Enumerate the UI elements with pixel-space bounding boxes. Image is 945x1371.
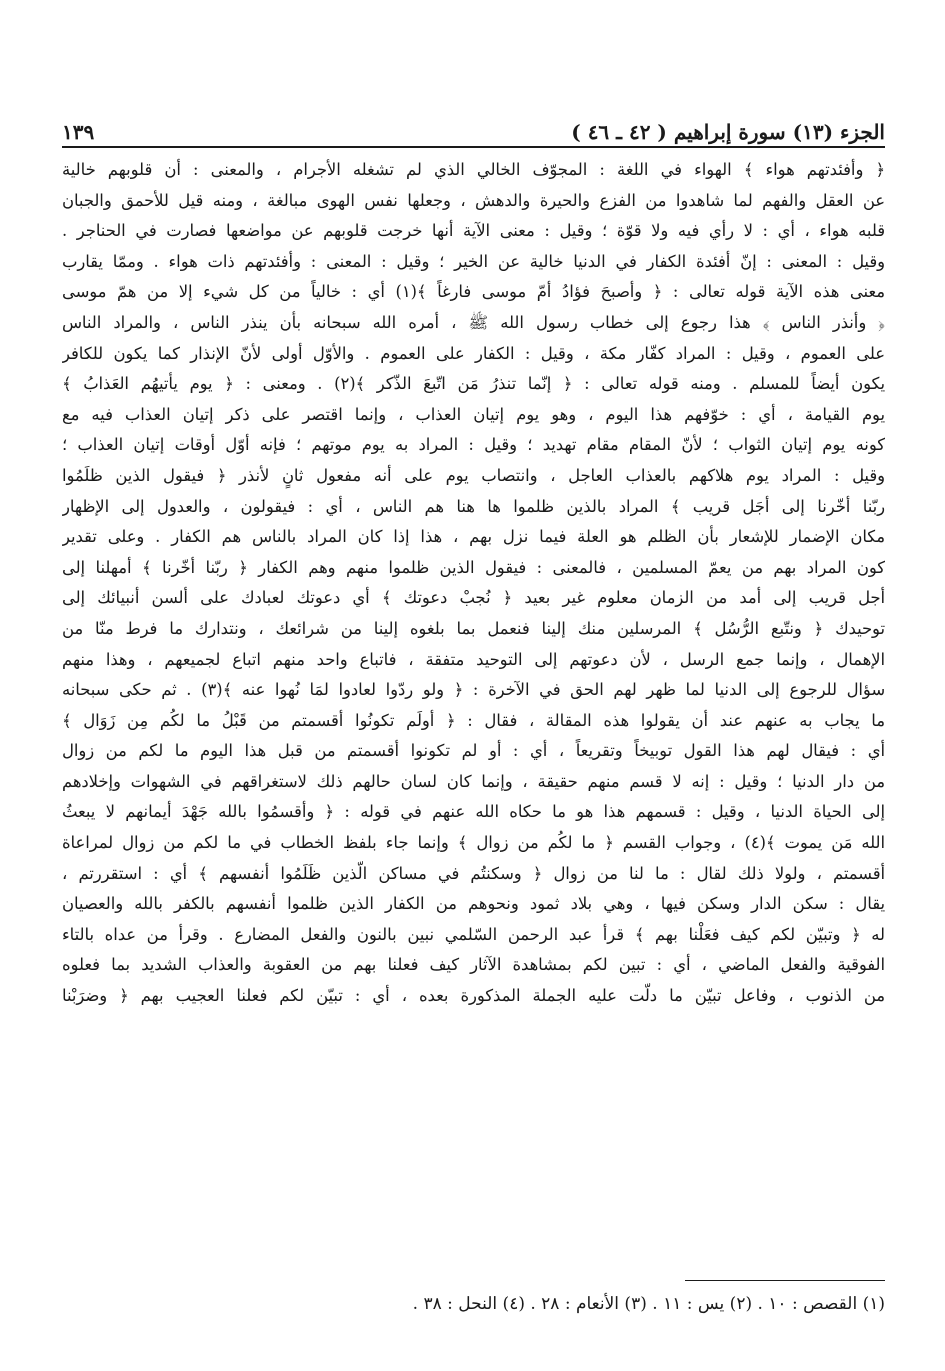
body-line: معنى هذه الآية قوله تعالى : ﴿ وأصبحَ فؤادُ أمّ موسى فارغاً ﴾(١) أي : خالياً من كل شيء إلا من همّ موسى <box>62 282 885 302</box>
body-line: من دار الدنيا ؛ وقيل : إنه لا قسم منهم حقيقة ، وإنما كان لسان حالهم ذلك لاستغراقهم في الشهوات وإخلادهم <box>62 771 885 791</box>
body-line: مكان الإضمار للإشعار بأن الظلم هو العلة فيما نزل بهم ، هذا إذا كان المراد بالناس هم الكفار . وعلى تقدير <box>62 527 885 547</box>
body-line: الله مَن يموت ﴾(٤) ، وجواب القسم ﴿ ما لكُم من زوال ﴾ وإنما جاء بلفظ الخطاب في ما لكم من زوال لمراعاة <box>62 833 885 853</box>
body-line: يقال : سكن الدار وسكن فيها ، وهي بلاد ثمود ونحوهم من الكفار الذين ظلموا أنفسهم بالكفر بالله والعصيان <box>62 894 885 914</box>
body-line: كونه يوم إتيان الثواب ؛ لأنّ المقام مقام تهديد ؛ وقيل : المراد به يوم موتهم ؛ فإنه أوّل أوقات إتيان العذاب ؛ <box>62 435 885 455</box>
body-line: أجل قريب إلى أمد من الزمان معلوم غير بعيد ﴿ نُجبْ دعوتك ﴾ أي دعوتك لعبادك على ألسن أنبيائك إلى <box>62 588 885 608</box>
body-line: توحيدك ﴿ ونتّبع الرُّسُل ﴾ المرسلين منك إلينا فنعمل بما بلغوه إلينا من شرائعك ، ونتدارك ما فرط منّا من <box>62 618 885 638</box>
body-line: الإهمال ، وإنما جمع الرسل ، لأن دعوتهم إلى التوحيد متفقة ، فاتباع واحد منهم اتباع لجميعهم ، وهذا منهم <box>62 649 885 669</box>
body-line: له ﴿ وتبيّن لكم كيف فعَلْنا بهم ﴾ قرأ عبد الرحمن السّلمي نبين بالنون والفعل المضارع . وقرأ من عداه بالتاء <box>62 924 885 944</box>
body-line: ما يجاب به عنهم عند أن يقولوا هذه المقالة ، فقال : ﴿ أولَم تكونُوا أقسمتم من قَبْلُ ما لكُم مِن زَوَال ﴾ <box>62 710 885 730</box>
body-line: عن العقل والفهم لما شاهدوا من الفزع والحيرة والدهش ، وجعلها نفس الهوى مبالغة ، ومنه قيل للأحمق والجبان <box>62 190 885 210</box>
body-line: من الذنوب ، وفاعل تبيّن ما دلّت عليه الجملة المذكورة بعده ، أي : تبيّن لكم فعلنا العجيب بهم ﴿ وضرَبْنا <box>62 986 885 1006</box>
body-line: ﴿ وأنذر الناس ﴾ هذا رجوع إلى خطاب رسول الله ﷺ ، أمره الله سبحانه بأن ينذر الناس ، والمراد الناس <box>62 312 885 332</box>
body-line: كون المراد بهم من يعمّ المسلمين ، فالمعنى : فيقول الذين ظلموا منهم وهم الكفار ﴿ ربّنا أخّرنا ﴾ أمهلنا إلى <box>62 557 885 577</box>
tafsir-body-text <box>62 155 885 1250</box>
body-line: وقيل : المعنى : إنّ أفئدة الكفار في الدنيا خالية عن الخير ؛ وقيل : المعنى : وأفئدتهم ذات هواء . وممّا يقارب <box>62 251 885 271</box>
body-line: سؤال للرجوع إلى الدنيا لما ظهر لهم الحق في الآخرة : ﴿ ولو ردّوا لعادوا لمَا نُهوا عنه ﴾(٣) . ثم حكى سبحانه <box>62 680 885 700</box>
body-line: إلى الحياة الدنيا ، وقيل : قسمهم هذا هو ما حكاه الله عنهم في قوله : ﴿ وأقسمُوا بالله جَهْدَ أيمانهم لا يبعثُ <box>62 802 885 822</box>
footnote-divider <box>685 1280 885 1281</box>
body-line: ربّنا أخّرنا إلى أجَل قريب ﴾ المراد بالذين ظلموا ها هنا هم الناس ، أي : فيقولون ، والعدول إلى الإظهار <box>62 496 885 516</box>
page-number: ١٣٩ <box>62 120 95 144</box>
body-line: ﴿ وأفئدتهم هواء ﴾ الهواء في اللغة : المجوّف الخالي الذي لم تشغله الأجرام ، والمعنى : أن قلوبهم خالية <box>62 160 885 179</box>
body-line: على العموم ، وقيل : المراد كفّار مكة ، وقيل : الكفار على العموم . والأوّل أولى لأنّ الإنذار كما يكون للكافر <box>62 343 885 363</box>
running-title: الجزء (١٣) سورة إبراهيم ( ٤٢ ـ ٤٦ ) <box>571 120 885 144</box>
header-divider <box>62 146 885 148</box>
body-line: قلبه هواء ، أي : لا رأي فيه ولا قوّة ؛ وقيل : معنى الآية أنها خرجت قلوبهم عن مواضعها فصارت في الحناجر . <box>62 221 885 241</box>
body-line: أقسمتم ، ولولا ذلك لقال : ما لنا من زوال ﴿ وسكنتُم في مساكن الّذين ظَلَمُوا أنفسهم ﴾ أي : استقررتم ، <box>62 863 885 883</box>
body-line: يكون أيضاً للمسلم . ومنه قوله تعالى : ﴿ إنّما تنذرُ مَن اتّبعَ الذّكر ﴾(٢) . ومعنى : ﴿ يوم يأتيهُم العَذابُ ﴾ <box>62 374 885 394</box>
footnotes: (١) القصص : ١٠ . (٢) يس : ١١ . (٣) الأنعام : ٢٨ . (٤) النحل : ٣٨ . <box>412 1294 885 1314</box>
body-line: الفوقية والفعل الماضي ، أي : تبين لكم بمشاهدة الآثار كيف فعلنا بهم من العقوبة والعذاب الشديد بما فعلوه <box>62 955 885 975</box>
body-line: يوم القيامة ، أي : خوّفهم هذا اليوم ، وهو يوم إتيان العذاب ، وإنما اقتصر على ذكر إتيان العذاب فيه مع <box>62 404 885 424</box>
body-line: أي : فيقال لهم هذا القول توبيخاً وتقريعاً ، أي : أو لم تكونوا أقسمتم من قبل هذا اليوم ما لكم من زوال <box>62 741 885 761</box>
page-header <box>62 100 885 144</box>
body-line: وقيل : المراد يوم هلاكهم بالعذاب العاجل ، وانتصاب يوم على أنه مفعول ثانٍ لأنذر ﴿ فيقول الذين ظلَمُوا <box>62 465 885 485</box>
